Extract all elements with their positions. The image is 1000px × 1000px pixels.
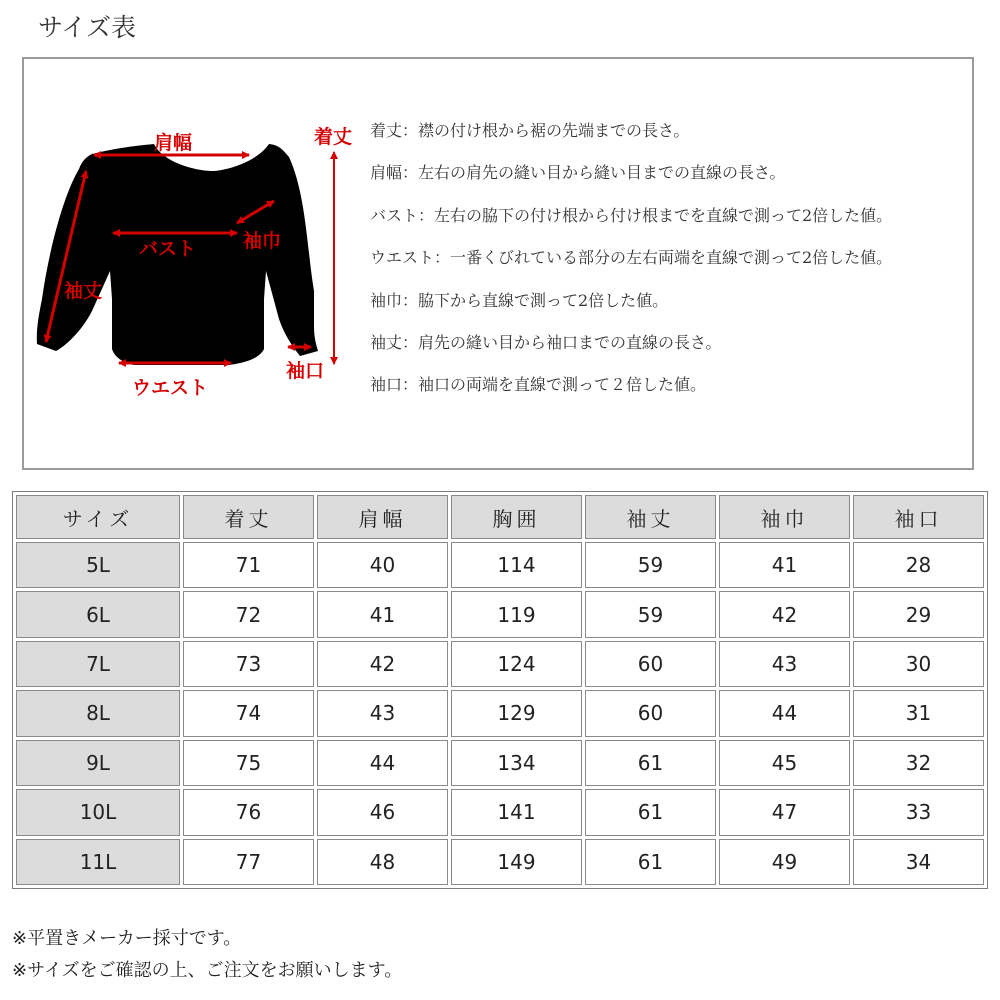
table-cell: 129 bbox=[451, 690, 582, 736]
table-cell: 77 bbox=[183, 839, 314, 885]
table-cell: 134 bbox=[451, 740, 582, 786]
label-waist: ウエスト bbox=[132, 377, 209, 399]
table-cell: 34 bbox=[853, 839, 984, 885]
label-length: 着丈 bbox=[314, 126, 353, 148]
label-bust: バスト bbox=[139, 238, 197, 260]
table-cell: 76 bbox=[183, 789, 314, 835]
label-cuff: 袖口 bbox=[286, 360, 325, 382]
table-cell: 60 bbox=[585, 641, 716, 687]
table-cell: 114 bbox=[451, 542, 582, 588]
table-cell: 59 bbox=[585, 591, 716, 637]
size-cell: 5L bbox=[16, 542, 180, 588]
definition-list bbox=[370, 121, 970, 418]
table-cell: 75 bbox=[183, 740, 314, 786]
table-cell: 61 bbox=[585, 740, 716, 786]
table-cell: 74 bbox=[183, 690, 314, 736]
table-cell: 32 bbox=[853, 740, 984, 786]
size-cell: 6L bbox=[16, 591, 180, 637]
table-cell: 28 bbox=[853, 542, 984, 588]
measurement-diagram bbox=[22, 57, 974, 470]
header-sleeve-length: 袖丈 bbox=[585, 495, 716, 539]
table-cell: 141 bbox=[451, 789, 582, 835]
table-cell: 59 bbox=[585, 542, 716, 588]
notes bbox=[12, 925, 402, 989]
size-cell: 9L bbox=[16, 740, 180, 786]
label-sleeve-length: 袖丈 bbox=[64, 280, 103, 302]
table-cell: 46 bbox=[317, 789, 448, 835]
label-sleeve-width: 袖巾 bbox=[243, 230, 282, 252]
definition-length: 着丈：襟の付け根から裾の先端までの長さ。 bbox=[370, 121, 690, 140]
size-table bbox=[12, 491, 988, 889]
label-shoulder: 肩幅 bbox=[154, 132, 193, 154]
definition-waist: ウエスト：一番くびれている部分の左右両端を直線で測って2倍した値。 bbox=[370, 248, 893, 268]
table-cell: 49 bbox=[719, 839, 850, 885]
table-row bbox=[16, 542, 984, 588]
note-measurement: ※平置きメーカー採寸です。 bbox=[12, 928, 242, 949]
table-cell: 30 bbox=[853, 641, 984, 687]
table-row bbox=[16, 740, 984, 786]
table-cell: 43 bbox=[719, 641, 850, 687]
table-cell: 44 bbox=[317, 740, 448, 786]
table-cell: 42 bbox=[719, 591, 850, 637]
note-confirm-size: ※サイズをご確認の上、ご注文をお願いします。 bbox=[12, 960, 403, 981]
table-cell: 43 bbox=[317, 690, 448, 736]
table-row bbox=[16, 641, 984, 687]
header-cuff: 袖口 bbox=[853, 495, 984, 539]
table-row bbox=[16, 591, 984, 637]
table-cell: 61 bbox=[585, 789, 716, 835]
table-header-row bbox=[16, 495, 984, 539]
table-cell: 41 bbox=[317, 591, 448, 637]
table-cell: 124 bbox=[451, 641, 582, 687]
table-cell: 40 bbox=[317, 542, 448, 588]
header-sleeve-width: 袖巾 bbox=[719, 495, 850, 539]
table-row bbox=[16, 839, 984, 885]
definition-cuff: 袖口：袖口の両端を直線で測って２倍した値。 bbox=[370, 375, 707, 395]
table-cell: 47 bbox=[719, 789, 850, 835]
header-size: サイズ bbox=[16, 495, 180, 539]
table-cell: 61 bbox=[585, 839, 716, 885]
header-chest: 胸囲 bbox=[451, 495, 582, 539]
definition-shoulder: 肩幅：左右の肩先の縫い目から縫い目までの直線の長さ。 bbox=[370, 163, 786, 183]
table-cell: 149 bbox=[451, 839, 582, 885]
table-cell: 48 bbox=[317, 839, 448, 885]
size-cell: 11L bbox=[16, 839, 180, 885]
table-cell: 31 bbox=[853, 690, 984, 736]
table-row bbox=[16, 789, 984, 835]
header-length: 着丈 bbox=[183, 495, 314, 539]
table-cell: 29 bbox=[853, 591, 984, 637]
table-cell: 41 bbox=[719, 542, 850, 588]
definition-sleeve-width: 袖巾：脇下から直線で測って2倍した値。 bbox=[370, 290, 669, 310]
table-cell: 72 bbox=[183, 591, 314, 637]
table-cell: 71 bbox=[183, 542, 314, 588]
table-cell: 33 bbox=[853, 789, 984, 835]
table-row bbox=[16, 690, 984, 736]
page-title: サイズ表 bbox=[38, 13, 137, 42]
size-cell: 8L bbox=[16, 690, 180, 736]
definition-sleeve-length: 袖丈：肩先の縫い目から袖口までの直線の長さ。 bbox=[370, 332, 722, 352]
size-cell: 10L bbox=[16, 789, 180, 835]
table-cell: 73 bbox=[183, 641, 314, 687]
table-cell: 60 bbox=[585, 690, 716, 736]
table-cell: 42 bbox=[317, 641, 448, 687]
definition-bust: バスト：左右の脇下の付け根から付け根までを直線で測って2倍した値。 bbox=[370, 205, 893, 225]
table-cell: 44 bbox=[719, 690, 850, 736]
size-cell: 7L bbox=[16, 641, 180, 687]
header-shoulder: 肩幅 bbox=[317, 495, 448, 539]
table-cell: 45 bbox=[719, 740, 850, 786]
table-cell: 119 bbox=[451, 591, 582, 637]
